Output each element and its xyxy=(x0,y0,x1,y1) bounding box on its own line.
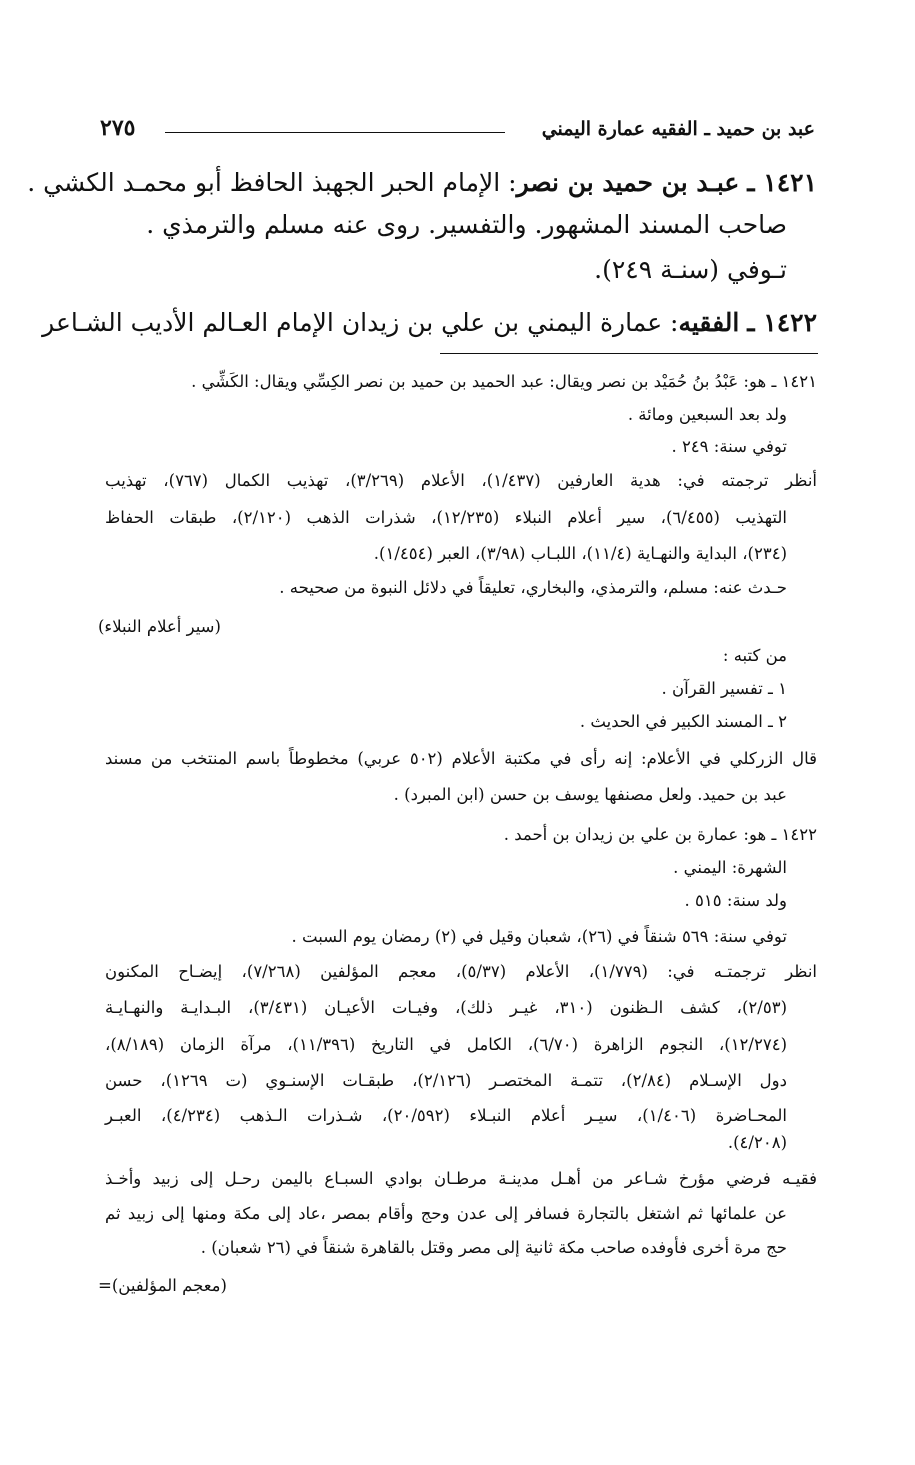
footnote-line: ولد بعد السبعين ومائة . xyxy=(627,405,787,424)
entry-name: الفقيه xyxy=(678,308,740,337)
entry-1421-line2: صاحب المسند المشهور. والتفسير. روى عنه مسلم والترمذي . xyxy=(146,210,787,239)
footnote-line: ٢ ـ المسند الكبير في الحديث . xyxy=(579,712,787,731)
header-rule xyxy=(165,132,505,133)
entry-number: ١٤٢٢ ـ xyxy=(747,308,817,337)
footnote-line: (١٢/٢٧٤)، النجوم الزاهرة (٦/٧٠)، الكامل في التاريخ (١١/٣٩٦)، مرآة الزمان (٨/١٨٩)، xyxy=(105,1035,787,1054)
entry-1422-heading xyxy=(42,308,817,337)
footnote-line: ١ ـ تفسير القرآن . xyxy=(661,679,787,698)
entry-number: ١٤٢١ ـ xyxy=(747,168,817,197)
footnote-separator xyxy=(440,353,818,354)
footnote-line: حج مرة أخرى فأوفده صاحب مكة ثانية إلى مصر وقتل بالقاهرة شنقاً في (٢٦ شعبان) . xyxy=(200,1238,787,1257)
footnote-line: (٢٣٤)، البداية والنهـاية (١١/٤)، اللبـاب (٣/٩٨)، العبر (١/٤٥٤). xyxy=(373,544,787,563)
page-number: ٢٧٥ xyxy=(100,115,136,141)
footnote-line: فقيـه فرضي مؤرخ شـاعر من أهـل مدينـة مرطـان بوادي السبـاع باليمن رحـل إلى زبيد وأخـذ xyxy=(105,1169,817,1188)
footnote-line: قال الزركلي في الأعلام: إنه رأى في مكتبة الأعلام (٥٠٢ عربي) مخطوطاً باسم المنتخب من مسند xyxy=(105,749,817,768)
footnote-line: المحـاضرة (١/٤٠٦)، سيـر أعلام النبـلاء (٢٠/٥٩٢)، شـذرات الـذهب (٤/٢٣٤)، العبـر xyxy=(105,1106,787,1125)
footnote-line: دول الإسـلام (٢/٨٤)، تتمـة المختصـر (٢/١٢٦)، طبقـات الإسنـوي (ت ١٢٦٩)، حسن xyxy=(105,1071,787,1090)
footnote-line: انظر ترجمتـه في: (١/٧٧٩)، الأعلام (٥/٣٧)، معجم المؤلفين (٧/٢٦٨)، إيضـاح المكنون xyxy=(105,962,818,981)
footnote-line: التهذيب (٦/٤٥٥)، سير أعلام النبلاء (١٢/٢٣٥)، شذرات الذهب (٢/١٢٠)، طبقات الحفاظ xyxy=(105,508,787,527)
footnote-source: (معجم المؤلفين)= xyxy=(98,1276,227,1295)
entry-text: : الإمام الحبر الجهبذ الحافظ أبو محمـد الكشي . xyxy=(27,168,517,197)
footnote-line: توفي سنة: ٢٤٩ . xyxy=(671,437,787,456)
footnote-source: (سير أعلام النبلاء) xyxy=(98,617,221,636)
footnote-line: من كتبه : xyxy=(722,646,787,665)
footnote-line: حـدث عنه: مسلم، والترمذي، والبخاري، تعليقاً في دلائل النبوة من صحيحه . xyxy=(279,578,787,597)
footnote-line: أنظر ترجمته في: هدية العارفين (١/٤٣٧)، الأعلام (٣/٢٦٩)، تهذيب الكمال (٧٦٧)، تهذيب xyxy=(105,471,817,490)
footnote-line: الشهرة: اليمني . xyxy=(673,858,787,877)
entry-name: عبـد بن حميد بن نصر xyxy=(516,168,740,197)
footnote-line: ١٤٢٢ ـ هو: عمارة بن علي بن زيدان بن أحمد . xyxy=(503,825,817,844)
footnote-line: عن علمائها ثم اشتغل بالتجارة فسافر إلى عدن وحج وأقام بمصر ،عاد إلى مكة ومنها إلى زبيد ثم xyxy=(105,1204,787,1223)
footnote-line: ولد سنة: ٥١٥ . xyxy=(684,891,787,910)
running-title: عبد بن حميد ـ الفقيه عمارة اليمني xyxy=(541,118,815,140)
footnote-line: (٤/٢٠٨). xyxy=(727,1133,787,1152)
entry-text: : عمارة اليمني بن علي بن زيدان الإمام العـالم الأديب الشـاعر xyxy=(42,308,679,337)
footnote-line: توفي سنة: ٥٦٩ شنقاً في (٢٦)، شعبان وقيل في (٢) رمضان يوم السبت . xyxy=(291,927,787,946)
entry-1421-heading xyxy=(27,168,817,197)
footnote-line: (٢/٥٣)، كشف الـظنون (٣١٠، غيـر ذلك)، وفيـات الأعيـان (٣/٤٣١)، البـدايـة والنهـايـة xyxy=(105,998,787,1017)
footnote-line: ١٤٢١ ـ هو: عَبْدُ بنُ حُمَيْد بن نصر ويقال: عبد الحميد بن حميد بن نصر الكِسِّي ويقال: الكَشِّي . xyxy=(191,372,817,391)
footnote-line: عبد بن حميد. ولعل مصنفها يوسف بن حسن (ابن المبرد) . xyxy=(393,785,787,804)
entry-1421-line3: تـوفي (سنـة ٢٤٩). xyxy=(594,255,787,284)
